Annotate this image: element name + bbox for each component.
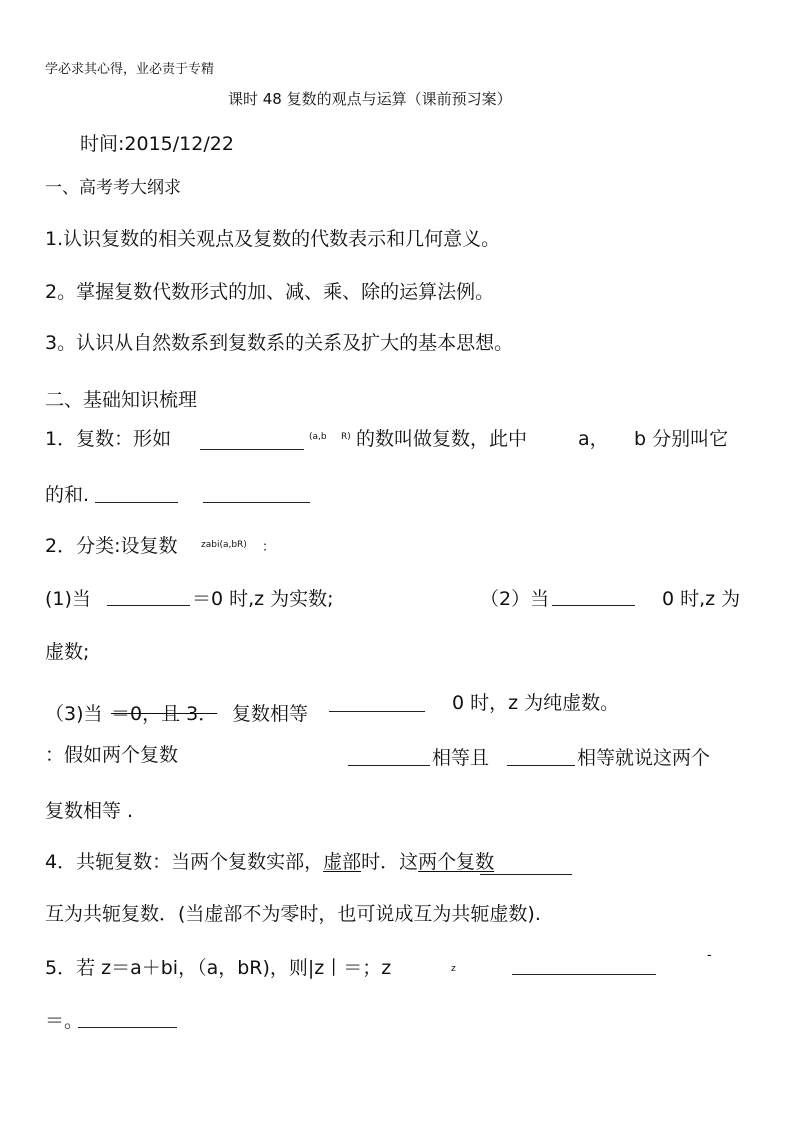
p2-case2-post: 0 时,z 为	[662, 588, 741, 610]
p1-lead: 1．复数：形如	[45, 428, 172, 450]
header-motto: 学必求其心得，业必责于专精	[45, 62, 215, 77]
p4-underlined-two: 两个复数	[418, 851, 495, 873]
p2-case3-mid: 复数相等	[232, 703, 309, 725]
section1-item-2: 2。掌握复数代数形式的加、减、乘、除的运算法例。	[45, 281, 495, 303]
p5-sub: z	[451, 964, 456, 974]
p1-blank-imag	[203, 502, 310, 503]
p2-case3-strike: ＝0，且 3．	[111, 703, 218, 725]
p3-blank-imag	[507, 765, 575, 766]
p1-small-r: R)	[341, 432, 351, 442]
p1-b: b 分别叫它	[634, 428, 729, 450]
p3-blank-real	[348, 765, 430, 766]
p3-mid: 相等且	[432, 747, 490, 769]
p4-mid: 时．这	[361, 851, 419, 873]
p1-line2: 的和.	[45, 484, 90, 506]
p2-blank-case2	[552, 605, 635, 606]
p4-lead: 4．共轭复数：当两个复数实部，	[45, 851, 324, 873]
p4-underline-ext	[480, 874, 572, 875]
p5-lead: 5．若 z＝a＋bi，（a，bR)，则|z丨＝；z	[45, 957, 392, 979]
p3-post: 相等就说这两个	[577, 747, 711, 769]
p2-case1-pre: (1)当	[45, 588, 91, 610]
page-title: 课时 48 复数的观点与运算（课前预习案）	[228, 90, 512, 108]
p4-underlined-imag: 虚部	[323, 851, 362, 873]
section2-heading: 二、基础知识梳理	[45, 389, 198, 411]
p1-a: a，	[578, 428, 609, 450]
p5-blank-product	[512, 974, 656, 975]
p4-wrap: 互为共轭复数．(当虚部不为零时，也可说成互为共轭虚数).	[45, 903, 541, 925]
p5-wrap: ＝。	[45, 1010, 84, 1032]
p1-small-ab: (a,b	[309, 432, 327, 442]
section1-item-3: 3。认识从自然数系到复数系的关系及扩大的基本思想。	[45, 332, 514, 354]
p2-blank-case1	[107, 605, 190, 606]
p1-rest: 的数叫做复数，此中	[356, 428, 528, 450]
p5-blank-modulus	[78, 1027, 177, 1028]
p2-lead: 2．分类:设复数	[45, 535, 178, 557]
section1-heading: 一、高考考大纲求	[45, 178, 181, 198]
p1-blank-real	[95, 502, 178, 503]
p1-blank-form	[200, 449, 304, 450]
p2-colon: ：	[262, 540, 276, 555]
section1-item-1: 1.认识复数的相关观点及复数的代数表示和几何意义。	[45, 228, 501, 250]
p2-case2-pre: （2）当	[480, 588, 550, 610]
p5-bar: -	[707, 948, 712, 963]
p2-case3-pre: （3)当	[45, 703, 103, 725]
p2-blank-case3	[329, 711, 425, 712]
p3-wrap: 复数相等 .	[45, 800, 134, 822]
p2-small: zabi(a,bR)	[201, 540, 247, 550]
p2-case2-wrap: 虚数;	[45, 641, 90, 663]
p4-line1	[45, 847, 494, 874]
p2-case3-post: 0 时，z 为纯虚数。	[452, 692, 620, 714]
p3-lead: ：假如两个复数	[45, 744, 179, 766]
p2-case1-post: ＝0 时,z 为实数;	[192, 588, 334, 610]
date-line: 时间:2015/12/22	[80, 133, 234, 155]
